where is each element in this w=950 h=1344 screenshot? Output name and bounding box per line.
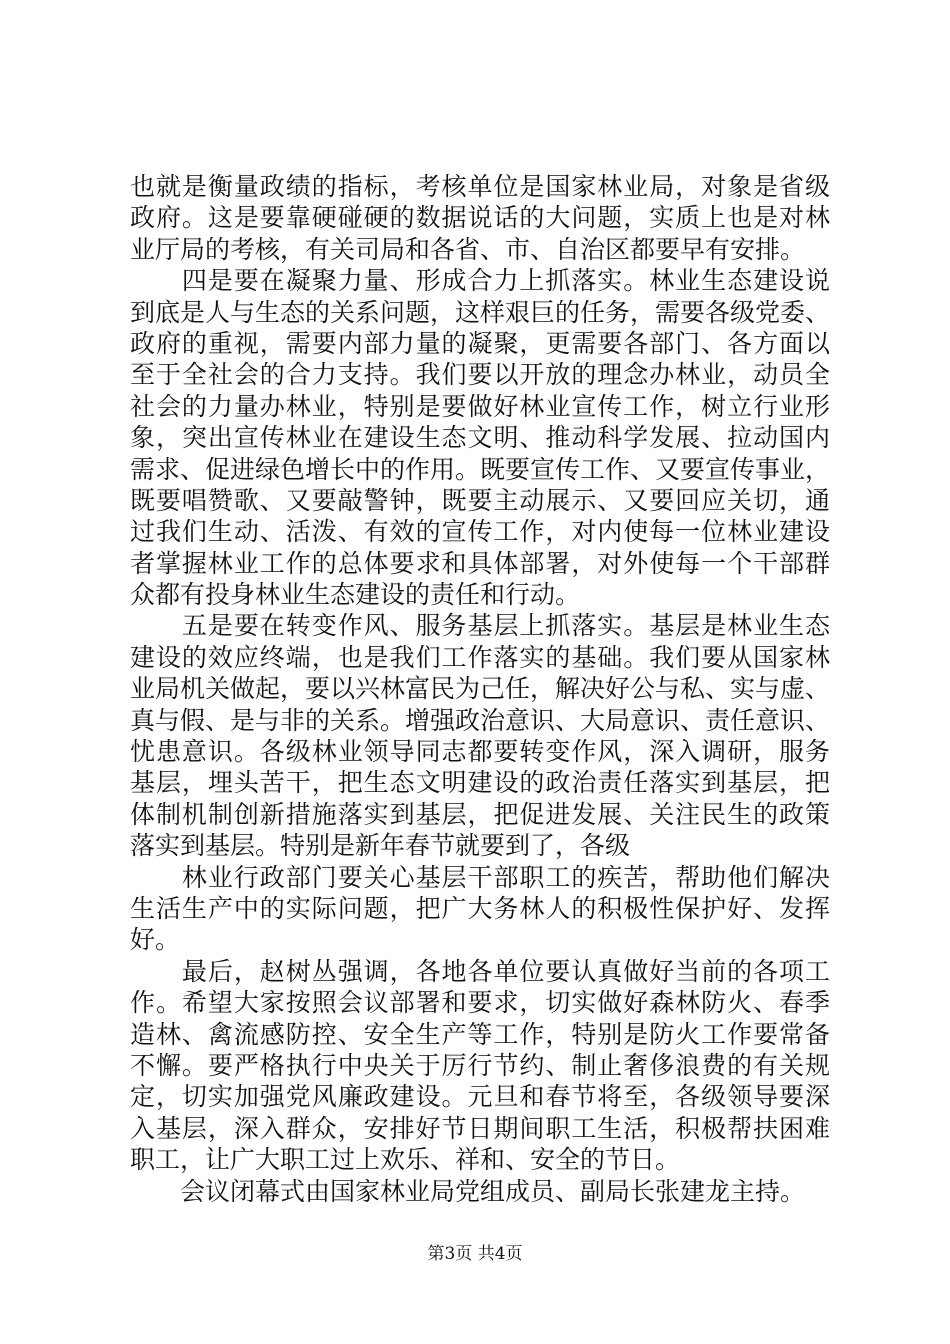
- text-line: 者掌握林业工作的总体要求和具体部署，对外使每一个干部群: [130, 548, 830, 578]
- text-line: 作。希望大家按照会议部署和要求，切实做好森林防火、春季: [130, 988, 830, 1018]
- text-line: 也就是衡量政绩的指标，考核单位是国家林业局，对象是省级: [130, 172, 830, 201]
- text-line: 五是要在转变作风、服务基层上抓落实。基层是林业生态: [130, 611, 830, 641]
- text-line: 定，切实加强党风廉政建设。元旦和春节将至，各级领导要深: [130, 1082, 830, 1112]
- text-line: 过我们生动、活泼、有效的宣传工作，对内使每一位林业建设: [130, 517, 830, 547]
- document-body: [130, 171, 830, 1207]
- text-line: 职工，让广大职工过上欢乐、祥和、安全的节日。: [130, 1145, 681, 1175]
- text-line: 至于全社会的合力支持。我们要以开放的理念办林业，动员全: [130, 360, 830, 390]
- text-line: 体制机制创新措施落实到基层，把促进发展、关注民生的政策: [130, 799, 830, 829]
- text-line: 忧患意识。各级林业领导同志都要转变作风，深入调研，服务: [130, 737, 830, 767]
- text-line: 业局机关做起，要以兴林富民为己任，解决好公与私、实与虚、: [130, 674, 831, 704]
- text-line: 入基层，深入群众，安排好节日期间职工生活，积极帮扶困难: [130, 1113, 830, 1143]
- text-line: 生活生产中的实际问题，把广大务林人的积极性保护好、发挥: [130, 893, 830, 923]
- page-footer: 第3页 共4页: [427, 1244, 523, 1264]
- text-line: 最后，赵树丛强调，各地各单位要认真做好当前的各项工: [130, 956, 830, 986]
- text-line: 众都有投身林业生态建设的责任和行动。: [130, 580, 581, 610]
- text-line: 需求、促进绿色增长中的作用。既要宣传工作、又要宣传事业，: [130, 454, 831, 484]
- text-line: 业厅局的考核，有关司局和各省、市、自治区都要早有安排。: [130, 234, 806, 264]
- text-line: 四是要在凝聚力量、形成合力上抓落实。林业生态建设说: [130, 266, 830, 296]
- text-line: 象，突出宣传林业在建设生态文明、推动科学发展、拉动国内: [130, 423, 830, 453]
- text-line: 落实到基层。特别是新年春节就要到了，各级: [130, 831, 631, 861]
- text-line: 既要唱赞歌、又要敲警钟，既要主动展示、又要回应关切，通: [130, 485, 830, 515]
- text-line: 会议闭幕式由国家林业局党组成员、副局长张建龙主持。: [130, 1176, 806, 1206]
- text-line: 基层，埋头苦干，把生态文明建设的政治责任落实到基层，把: [130, 768, 830, 798]
- text-line: 政府的重视，需要内部力量的凝聚，更需要各部门、各方面以: [130, 328, 830, 358]
- text-line: 社会的力量办林业，特别是要做好林业宣传工作，树立行业形: [130, 391, 830, 421]
- text-line: 真与假、是与非的关系。增强政治意识、大局意识、责任意识、: [130, 705, 831, 735]
- text-line: 好。: [130, 925, 181, 955]
- text-line: 政府。这是要靠硬碰硬的数据说话的大问题，实质上也是对林: [130, 203, 830, 233]
- text-line: 到底是人与生态的关系问题，这样艰巨的任务，需要各级党委、: [130, 297, 831, 327]
- text-line: 不懈。要严格执行中央关于厉行节约、制止奢侈浪费的有关规: [130, 1050, 830, 1080]
- text-line: 造林、禽流感防控、安全生产等工作，特别是防火工作要常备: [130, 1019, 830, 1049]
- text-line: 建设的效应终端，也是我们工作落实的基础。我们要从国家林: [130, 642, 830, 672]
- text-line: 林业行政部门要关心基层干部职工的疾苦，帮助他们解决: [130, 862, 830, 892]
